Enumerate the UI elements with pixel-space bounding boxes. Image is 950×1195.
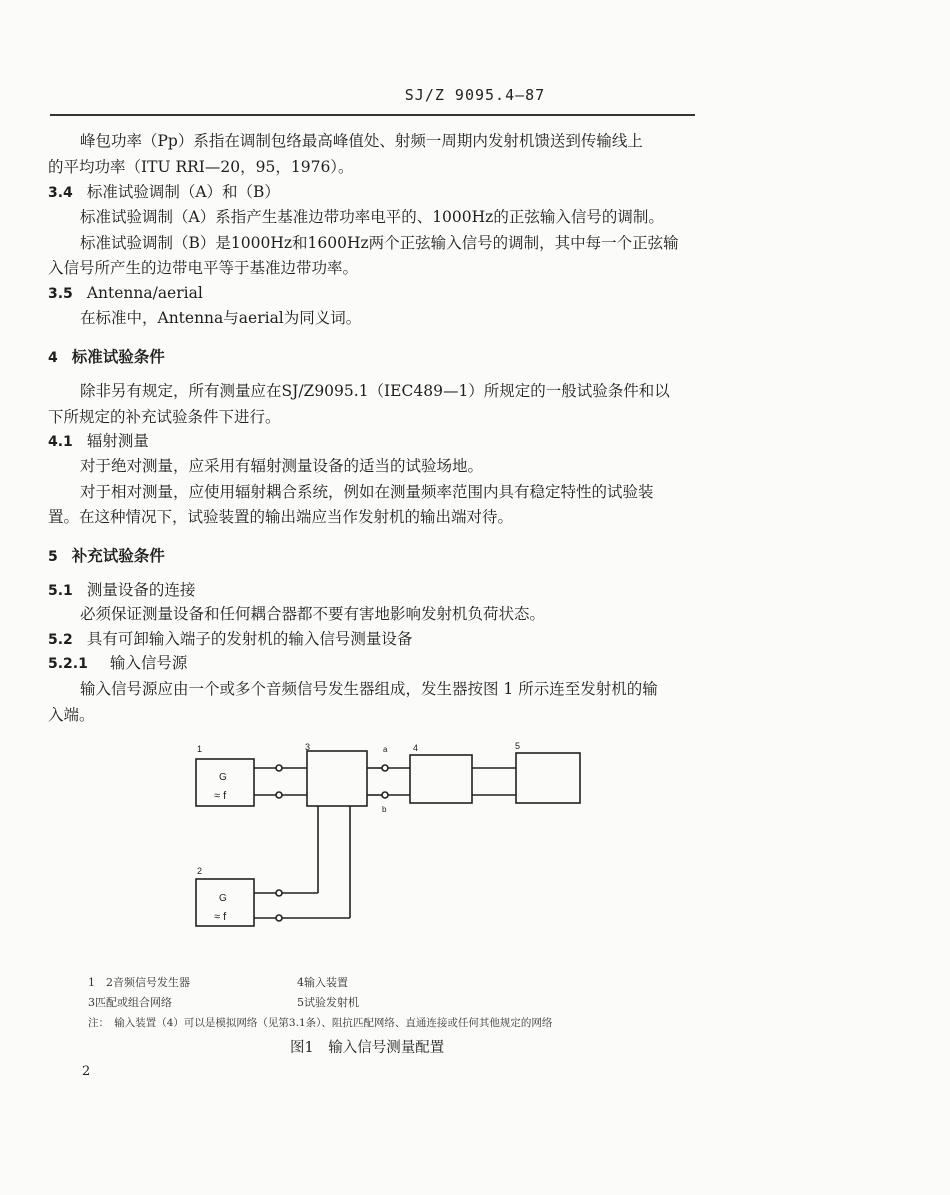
figure-label-a: a — [383, 745, 388, 754]
paragraph: 标准试验调制（A）系指产生基准边带功率电平的、1000Hz的正弦输入信号的调制。 — [80, 208, 664, 226]
paragraph: 对于相对测量，应使用辐射耦合系统，例如在测量频率范围内具有稳定特性的试验装 — [80, 483, 654, 501]
figure-label-4: 4 — [413, 743, 419, 753]
figure-label-3: 3 — [305, 742, 311, 752]
figure-label-2: 2 — [197, 866, 203, 876]
figure-label-b: b — [382, 805, 387, 814]
terminal — [276, 792, 282, 798]
paragraph: 峰包功率（Pp）系指在调制包络最高峰值处、射频一周期内发射机馈送到传输线上 — [80, 132, 643, 150]
paragraph: 入信号所产生的边带电平等于基准边带功率。 — [48, 259, 359, 277]
caption-item: 3匹配或组合网络 — [88, 996, 172, 1009]
paragraph: 在标准中，Antenna与aerial为同义词。 — [80, 309, 362, 327]
paragraph: 输入信号源应由一个或多个音频信号发生器组成，发生器按图 1 所示连至发射机的输 — [80, 680, 658, 698]
paragraph: 的平均功率（ITU RRI—20，95，1976）。 — [48, 158, 354, 176]
generator-1-letter: G — [219, 772, 227, 783]
paragraph: 对于绝对测量，应采用有辐射测量设备的适当的试验场地。 — [80, 457, 484, 475]
figure-title: 图1 输入信号测量配置 — [290, 1040, 445, 1056]
section-title: 输入信号源 — [109, 654, 188, 672]
section-title: 补充试验条件 — [71, 546, 165, 565]
paragraph: 标准试验调制（B）是1000Hz和1600Hz两个正弦输入信号的调制，其中每一个正弦输 — [80, 234, 679, 252]
page-header: SJ/Z 9095.4—87 — [404, 86, 546, 104]
section-number: 5.2.1 — [48, 656, 88, 672]
terminal — [382, 792, 388, 798]
generator-2-symbol: ≈ f — [214, 911, 227, 923]
section-title: 测量设备的连接 — [86, 581, 196, 599]
figure-label-5: 5 — [515, 741, 521, 751]
section-number: 5 — [48, 549, 58, 565]
section-number: 4.1 — [48, 434, 73, 450]
section-title: 具有可卸输入端子的发射机的输入信号测量设备 — [86, 630, 413, 648]
figure-label-1: 1 — [197, 744, 203, 754]
generator-2-letter: G — [219, 893, 227, 904]
section-number: 5.1 — [48, 583, 73, 599]
caption-item: 5试验发射机 — [297, 996, 359, 1009]
input-device-4-box — [410, 755, 472, 803]
paragraph: 入端。 — [48, 706, 95, 724]
figure-note: 注： 输入装置（4）可以是模拟网络（见第3.1条）、阻抗匹配网络、直通连接或任何其他规定的网络 — [88, 1017, 553, 1029]
section-title: 辐射测量 — [86, 432, 149, 450]
terminal — [382, 765, 388, 771]
paragraph: 下所规定的补充试验条件下进行。 — [48, 408, 281, 426]
section-number: 3.5 — [48, 286, 73, 302]
caption-item: 1 2音频信号发生器 — [88, 976, 190, 989]
paragraph: 除非另有规定，所有测量应在SJ/Z9095.1（IEC489—1）所规定的一般试验条件和以 — [80, 382, 670, 400]
network-3-box — [307, 751, 367, 806]
terminal — [276, 890, 282, 896]
terminal — [276, 765, 282, 771]
caption-item: 4输入装置 — [297, 976, 348, 989]
section-number: 4 — [48, 350, 58, 366]
paragraph: 必须保证测量设备和任何耦合器都不要有害地影响发射机负荷状态。 — [80, 605, 546, 623]
page-number: 2 — [82, 1064, 91, 1079]
paragraph: 置。在这种情况下，试验装置的输出端应当作发射机的输出端对待。 — [48, 508, 514, 526]
generator-1-symbol: ≈ f — [214, 790, 227, 802]
terminal — [276, 915, 282, 921]
section-title: 标准试验调制（A）和（B） — [86, 183, 280, 201]
section-title: Antenna/aerial — [86, 284, 203, 302]
section-title: 标准试验条件 — [71, 347, 165, 366]
transmitter-5-box — [516, 753, 580, 803]
section-number: 3.4 — [48, 185, 73, 201]
section-number: 5.2 — [48, 632, 73, 648]
